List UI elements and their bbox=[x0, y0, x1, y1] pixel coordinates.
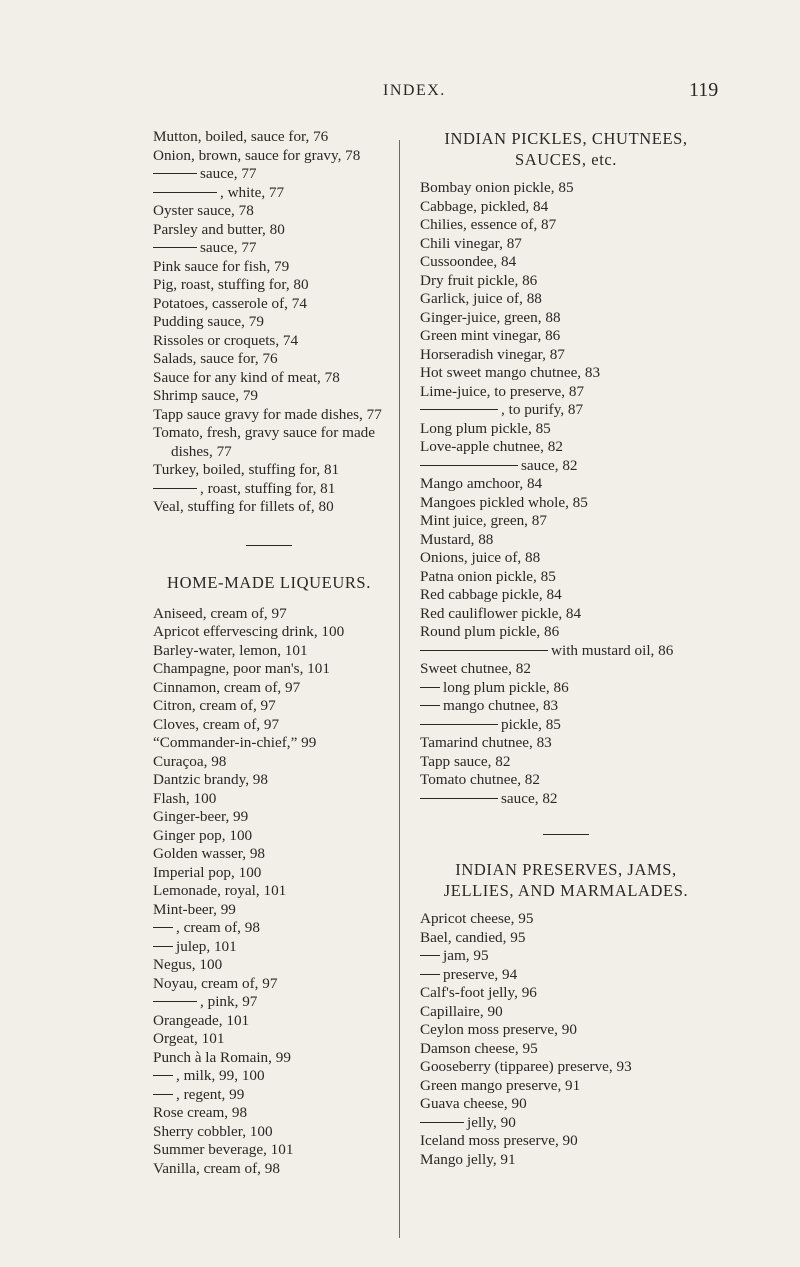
index-entry bbox=[153, 956, 385, 975]
index-entry-text: Oyster sauce, 78 bbox=[153, 202, 254, 219]
ditto-dash bbox=[420, 724, 498, 725]
index-entry bbox=[420, 253, 712, 272]
index-entry-text: Bael, candied, 95 bbox=[420, 928, 526, 946]
index-entry bbox=[420, 272, 712, 291]
index-entry bbox=[420, 457, 712, 476]
index-entry bbox=[153, 147, 385, 166]
index-entry-text: Ginger-beer, 99 bbox=[153, 808, 249, 825]
index-entry bbox=[153, 313, 385, 332]
index-entry-text: Pink sauce for fish, 79 bbox=[153, 257, 290, 275]
index-entry-text: Orangeade, 101 bbox=[153, 1011, 250, 1029]
index-entry bbox=[153, 239, 385, 258]
index-entry-text: Parsley and butter, 80 bbox=[153, 220, 285, 238]
ditto-dash bbox=[153, 927, 173, 928]
index-entry bbox=[153, 498, 385, 517]
index-entry bbox=[420, 929, 712, 948]
index-entry bbox=[153, 1030, 385, 1049]
index-entry-text: Golden wasser, 98 bbox=[153, 845, 266, 862]
index-entry-text: Sherry cobbler, 100 bbox=[153, 1122, 273, 1140]
index-entry-text: Mangoes pickled whole, 85 bbox=[420, 493, 588, 511]
index-entry bbox=[420, 512, 712, 531]
index-entry-text: Citron, cream of, 97 bbox=[153, 697, 276, 714]
index-entry bbox=[153, 184, 385, 203]
index-entry bbox=[420, 1132, 712, 1151]
index-entry-text: Lime-juice, to preserve, 87 bbox=[420, 382, 585, 400]
index-entry bbox=[153, 623, 385, 642]
index-entry bbox=[420, 623, 712, 642]
index-entry-text: Red cabbage pickle, 84 bbox=[420, 586, 562, 603]
index-entry bbox=[153, 461, 385, 480]
index-entry-text: Mint-beer, 99 bbox=[153, 900, 236, 918]
ditto-dash bbox=[153, 488, 197, 489]
ditto-dash bbox=[153, 1001, 197, 1002]
index-entry-text: preserve, 94 bbox=[443, 965, 518, 983]
index-entry bbox=[153, 790, 385, 809]
index-entry bbox=[153, 1160, 385, 1179]
left-entries-2 bbox=[153, 605, 385, 1179]
index-entry bbox=[420, 346, 712, 365]
index-entry bbox=[153, 276, 385, 295]
index-entry bbox=[420, 438, 712, 457]
index-entry bbox=[420, 660, 712, 679]
index-entry bbox=[153, 938, 385, 957]
index-entry bbox=[420, 1058, 712, 1077]
index-entry-text: Turkey, boiled, stuffing for, 81 bbox=[153, 461, 340, 478]
index-entry-text: Mustard, 88 bbox=[420, 530, 494, 548]
index-entry bbox=[420, 1003, 712, 1022]
running-title: INDEX. bbox=[383, 82, 446, 99]
index-entry-text: sauce, 77 bbox=[200, 239, 257, 256]
index-entry-text: Champagne, poor man's, 101 bbox=[153, 660, 330, 677]
index-entry bbox=[420, 1040, 712, 1059]
section-heading-preserves-line-1: INDIAN PRESERVES, JAMS, bbox=[455, 860, 677, 879]
index-entry bbox=[153, 350, 385, 369]
ditto-dash bbox=[420, 465, 518, 466]
index-entry-text: Apricot effervescing drink, 100 bbox=[153, 623, 345, 640]
ditto-dash bbox=[153, 247, 197, 248]
index-entry bbox=[420, 290, 712, 309]
index-entry-text: Sauce for any kind of meat, 78 bbox=[153, 368, 340, 386]
index-entry-text: , milk, 99, 100 bbox=[176, 1067, 265, 1084]
index-entry bbox=[153, 258, 385, 277]
index-entry-text: Tapp sauce, 82 bbox=[420, 752, 511, 770]
index-entry bbox=[420, 475, 712, 494]
ditto-dash bbox=[420, 955, 440, 956]
ditto-dash bbox=[420, 798, 498, 799]
index-entry-text: Rose cream, 98 bbox=[153, 1104, 248, 1121]
right-column bbox=[420, 128, 712, 1169]
index-entry bbox=[420, 549, 712, 568]
index-entry-text: Round plum pickle, 86 bbox=[420, 623, 560, 640]
index-entry bbox=[153, 827, 385, 846]
index-entry-text: Imperial pop, 100 bbox=[153, 863, 262, 881]
section-heading-liqueurs: HOME-MADE LIQUEURS. bbox=[167, 572, 371, 592]
index-entry bbox=[420, 697, 712, 716]
index-entry-text: Green mint vinegar, 86 bbox=[420, 327, 561, 344]
index-entry bbox=[420, 364, 712, 383]
page-number: 119 bbox=[689, 79, 719, 101]
index-entry bbox=[420, 1021, 712, 1040]
index-entry bbox=[153, 993, 385, 1012]
index-entry-text: , roast, stuffing for, 81 bbox=[200, 479, 336, 497]
ditto-dash bbox=[420, 409, 498, 410]
index-entry bbox=[153, 202, 385, 221]
index-entry bbox=[153, 901, 385, 920]
index-entry-text: Calf's-foot jelly, 96 bbox=[420, 984, 537, 1001]
index-entry-text: Ceylon moss preserve, 90 bbox=[420, 1021, 577, 1038]
index-entry bbox=[153, 734, 385, 753]
index-entry bbox=[153, 605, 385, 624]
index-entry-text: , regent, 99 bbox=[176, 1085, 245, 1103]
index-entry bbox=[153, 975, 385, 994]
index-entry bbox=[153, 1104, 385, 1123]
index-entry-text: Mint juice, green, 87 bbox=[420, 512, 547, 529]
index-entry-text: Long plum pickle, 85 bbox=[420, 419, 551, 437]
right-entries-2 bbox=[420, 910, 712, 1169]
index-entry bbox=[420, 1095, 712, 1114]
index-entry bbox=[153, 771, 385, 790]
index-entry bbox=[153, 332, 385, 351]
index-entry-text: Mango jelly, 91 bbox=[420, 1150, 516, 1168]
index-entry-text: jam, 95 bbox=[443, 947, 489, 964]
index-entry-text: Barley-water, lemon, 101 bbox=[153, 641, 308, 659]
index-entry-text: , to purify, 87 bbox=[501, 401, 584, 418]
index-entry-text: Veal, stuffing for fillets of, 80 bbox=[153, 498, 334, 515]
index-entry bbox=[420, 179, 712, 198]
index-entry bbox=[420, 309, 712, 328]
ditto-dash bbox=[420, 705, 440, 706]
index-entry-text: , pink, 97 bbox=[200, 993, 258, 1010]
index-entry-text: Negus, 100 bbox=[153, 956, 223, 973]
index-entry-text: “Commander-in-chief,” 99 bbox=[153, 734, 317, 751]
index-entry bbox=[420, 235, 712, 254]
index-entry bbox=[153, 128, 385, 147]
index-entry-text: Pudding sauce, 79 bbox=[153, 313, 264, 330]
index-entry-text: Onions, juice of, 88 bbox=[420, 549, 541, 566]
index-entry-text: Ginger pop, 100 bbox=[153, 826, 253, 844]
index-entry-text: Apricot cheese, 95 bbox=[420, 910, 534, 927]
index-entry bbox=[153, 369, 385, 388]
index-entry bbox=[153, 679, 385, 698]
index-entry-text: long plum pickle, 86 bbox=[443, 678, 569, 696]
index-entry-text: Orgeat, 101 bbox=[153, 1030, 225, 1047]
index-entry-text: Iceland moss preserve, 90 bbox=[420, 1132, 578, 1149]
index-entry-text: Rissoles or croquets, 74 bbox=[153, 331, 299, 349]
index-entry-text: Horseradish vinegar, 87 bbox=[420, 345, 565, 363]
index-entry bbox=[420, 420, 712, 439]
index-entry bbox=[420, 327, 712, 346]
section-heading-pickles-line-2: SAUCES, etc. bbox=[514, 150, 618, 169]
index-entry bbox=[420, 679, 712, 698]
index-entry-text: sauce, 77 bbox=[200, 165, 257, 182]
index-entry-text: Mango amchoor, 84 bbox=[420, 475, 543, 492]
index-entry-text: Bombay onion pickle, 85 bbox=[420, 179, 574, 196]
index-entry-text: Summer beverage, 101 bbox=[153, 1141, 294, 1158]
index-entry-text: Mutton, boiled, sauce for, 76 bbox=[153, 128, 329, 145]
index-entry bbox=[153, 864, 385, 883]
index-entry bbox=[420, 910, 712, 929]
left-entries-1 bbox=[153, 128, 385, 517]
index-entry bbox=[420, 198, 712, 217]
index-entry bbox=[153, 387, 385, 406]
index-entry-text: Sweet chutnee, 82 bbox=[420, 660, 531, 677]
ditto-dash bbox=[420, 687, 440, 688]
index-entry-text: Shrimp sauce, 79 bbox=[153, 387, 259, 404]
index-entry bbox=[420, 734, 712, 753]
index-entry-text: jelly, 90 bbox=[467, 1113, 516, 1131]
index-entry bbox=[153, 1086, 385, 1105]
index-entry-text: , cream of, 98 bbox=[176, 919, 260, 936]
index-entry bbox=[153, 845, 385, 864]
index-entry bbox=[420, 401, 712, 420]
index-entry-text: with mustard oil, 86 bbox=[551, 641, 674, 659]
index-entry bbox=[420, 568, 712, 587]
section-heading-pickles-line-1: INDIAN PICKLES, CHUTNEES, bbox=[444, 129, 688, 148]
index-entry-text: Cabbage, pickled, 84 bbox=[420, 197, 549, 215]
index-entry bbox=[153, 165, 385, 184]
index-entry-text: julep, 101 bbox=[176, 937, 237, 955]
ditto-dash bbox=[420, 974, 440, 975]
index-entry bbox=[420, 586, 712, 605]
left-column bbox=[153, 128, 385, 1178]
index-entry bbox=[420, 216, 712, 235]
section-heading-preserves-line-2: JELLIES, AND MARMALADES. bbox=[443, 881, 689, 900]
index-entry-text: Punch à la Romain, 99 bbox=[153, 1048, 291, 1066]
index-entry-text: Tomato, fresh, gravy sauce for made dishes, 77 bbox=[153, 424, 376, 460]
index-entry-text: Salads, sauce for, 76 bbox=[153, 350, 278, 367]
index-entry-text: Cinnamon, cream of, 97 bbox=[153, 678, 301, 696]
index-entry bbox=[420, 947, 712, 966]
ditto-dash bbox=[153, 192, 217, 193]
index-entry bbox=[153, 882, 385, 901]
index-entry-text: Guava cheese, 90 bbox=[420, 1095, 527, 1112]
ditto-dash bbox=[420, 1122, 464, 1123]
index-entry-text: Vanilla, cream of, 98 bbox=[153, 1159, 280, 1177]
index-entry-text: sauce, 82 bbox=[521, 456, 578, 474]
index-entry bbox=[153, 480, 385, 499]
index-entry-text: Gooseberry (tipparee) preserve, 93 bbox=[420, 1058, 632, 1075]
index-entry bbox=[420, 605, 712, 624]
index-entry-text: Love-apple chutnee, 82 bbox=[420, 438, 563, 455]
section-divider bbox=[543, 834, 589, 835]
index-entry-text: Lemonade, royal, 101 bbox=[153, 882, 287, 899]
index-entry-text: Tomato chutnee, 82 bbox=[420, 771, 540, 788]
index-entry bbox=[153, 716, 385, 735]
index-entry bbox=[420, 494, 712, 513]
ditto-dash bbox=[153, 1075, 173, 1076]
index-entry-text: Ginger-juice, green, 88 bbox=[420, 308, 561, 326]
index-entry-text: Chilies, essence of, 87 bbox=[420, 216, 557, 233]
index-entry bbox=[153, 406, 385, 425]
index-entry bbox=[153, 1141, 385, 1160]
column-rule bbox=[399, 140, 400, 1238]
index-entry bbox=[153, 1067, 385, 1086]
index-entry-text: Red cauliflower pickle, 84 bbox=[420, 604, 582, 622]
index-entry-text: Patna onion pickle, 85 bbox=[420, 567, 556, 585]
index-entry bbox=[153, 1012, 385, 1031]
index-entry-text: Damson cheese, 95 bbox=[420, 1039, 538, 1057]
index-entry-text: sauce, 82 bbox=[501, 789, 558, 807]
ditto-dash bbox=[153, 946, 173, 947]
ditto-dash bbox=[420, 650, 548, 651]
index-entry bbox=[153, 642, 385, 661]
index-entry bbox=[420, 1114, 712, 1133]
index-entry bbox=[420, 984, 712, 1003]
ditto-dash bbox=[153, 173, 197, 174]
index-entry bbox=[420, 1077, 712, 1096]
index-entry-text: Noyau, cream of, 97 bbox=[153, 974, 278, 992]
index-entry bbox=[420, 383, 712, 402]
index-entry bbox=[153, 1123, 385, 1142]
index-entry bbox=[153, 808, 385, 827]
index-entry bbox=[153, 697, 385, 716]
index-entry bbox=[420, 753, 712, 772]
index-entry-text: Cloves, cream of, 97 bbox=[153, 715, 280, 733]
index-entry bbox=[420, 771, 712, 790]
index-entry-text: Tamarind chutnee, 83 bbox=[420, 734, 552, 751]
index-entry-text: Capillaire, 90 bbox=[420, 1002, 503, 1020]
right-entries-1 bbox=[420, 179, 712, 808]
index-entry-text: Garlick, juice of, 88 bbox=[420, 290, 542, 307]
index-entry bbox=[153, 1049, 385, 1068]
index-entry bbox=[153, 295, 385, 314]
index-entry-text: , white, 77 bbox=[220, 183, 285, 201]
index-entry-text: Hot sweet mango chutnee, 83 bbox=[420, 364, 601, 381]
index-entry-text: Potatoes, casserole of, 74 bbox=[153, 294, 307, 312]
index-entry-text: Onion, brown, sauce for gravy, 78 bbox=[153, 146, 361, 164]
index-entry-text: pickle, 85 bbox=[501, 715, 561, 733]
index-entry-text: Green mango preserve, 91 bbox=[420, 1076, 581, 1094]
index-entry bbox=[153, 424, 385, 461]
index-entry bbox=[153, 919, 385, 938]
page-header bbox=[0, 79, 800, 106]
index-entry-text: Cussoondee, 84 bbox=[420, 253, 517, 270]
ditto-dash bbox=[153, 1094, 173, 1095]
index-entry-text: Chili vinegar, 87 bbox=[420, 234, 522, 252]
index-entry bbox=[420, 790, 712, 809]
index-entry-text: Tapp sauce gravy for made dishes, 77 bbox=[153, 405, 382, 423]
section-divider bbox=[246, 545, 292, 546]
index-entry bbox=[153, 660, 385, 679]
index-entry bbox=[420, 966, 712, 985]
index-entry-text: Curaçoa, 98 bbox=[153, 752, 227, 770]
index-entry-text: Pig, roast, stuffing for, 80 bbox=[153, 276, 309, 293]
index-entry bbox=[420, 1151, 712, 1170]
index-entry bbox=[153, 753, 385, 772]
index-entry-text: Dantzic brandy, 98 bbox=[153, 771, 268, 788]
index-entry-text: Aniseed, cream of, 97 bbox=[153, 604, 287, 622]
index-entry bbox=[420, 642, 712, 661]
index-entry bbox=[153, 221, 385, 240]
index-entry-text: Flash, 100 bbox=[153, 789, 217, 807]
index-entry bbox=[420, 531, 712, 550]
index-entry-text: Dry fruit pickle, 86 bbox=[420, 271, 538, 289]
index-entry bbox=[420, 716, 712, 735]
index-entry-text: mango chutnee, 83 bbox=[443, 697, 559, 714]
